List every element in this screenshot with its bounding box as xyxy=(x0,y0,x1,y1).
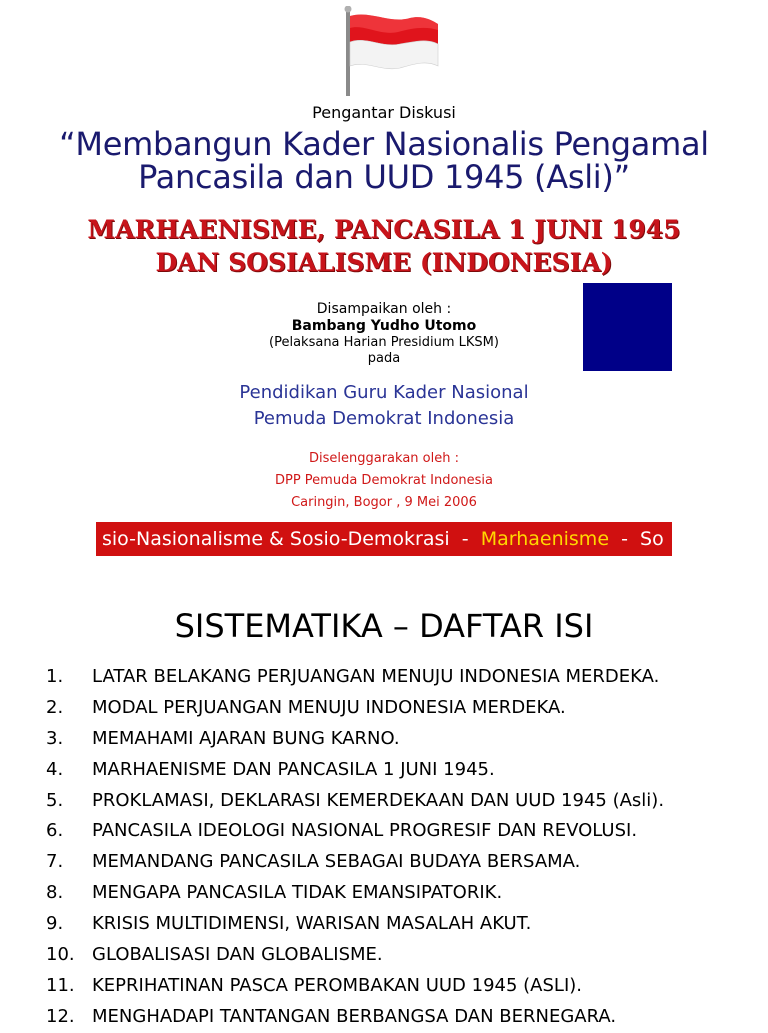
event-line-2: Pemuda Demokrat Indonesia xyxy=(253,408,515,429)
toc-item-text: GLOBALISASI DAN GLOBALISME. xyxy=(92,944,383,966)
toc-item-number: 4. xyxy=(46,758,64,780)
toc-item-text: MODAL PERJUANGAN MENUJU INDONESIA MERDEKA. xyxy=(92,696,566,718)
organizer-name: DPP Pemuda Demokrat Indonesia xyxy=(274,473,493,488)
banner-text-part-2: - So xyxy=(609,528,664,550)
scrolling-banner xyxy=(96,522,672,556)
toc-item xyxy=(46,755,766,786)
presenter-block xyxy=(0,301,768,367)
toc-item-number: 8. xyxy=(46,882,64,904)
toc-item-number: 2. xyxy=(46,696,64,718)
indonesian-flag-icon xyxy=(340,6,444,98)
banner-highlight: Marhaenisme xyxy=(480,528,610,550)
organizer-label: Diselenggarakan oleh : xyxy=(309,451,459,466)
toc-item-number: 7. xyxy=(46,851,64,873)
toc-item-number: 12. xyxy=(46,1005,75,1027)
toc-list xyxy=(46,662,766,1033)
toc-item-text: LATAR BELAKANG PERJUANGAN MENUJU INDONESIA MERDEKA. xyxy=(92,666,660,687)
toc-item-text: MENGAPA PANCASILA TIDAK EMANSIPATORIK. xyxy=(92,882,503,904)
toc-item-text: PROKLAMASI, DEKLARASI KEMERDEKAAN DAN UUD 1945 (Asli). xyxy=(92,789,665,811)
toc-item xyxy=(46,816,766,847)
toc-item-number: 1. xyxy=(46,666,64,687)
toc-item-text: MEMANDANG PANCASILA SEBAGAI BUDAYA BERSAMA. xyxy=(92,851,581,873)
toc-item-number: 5. xyxy=(46,789,64,811)
toc-item xyxy=(46,1002,766,1033)
subtitle-line-2: DAN SOSIALISME (INDONESIA) xyxy=(155,248,613,277)
toc-item-number: 11. xyxy=(46,974,75,996)
toc-item xyxy=(46,971,766,1002)
organizer-block xyxy=(0,448,768,514)
main-title-line-2: Pancasila dan UUD 1945 (Asli)” xyxy=(138,158,630,196)
toc-item-number: 6. xyxy=(46,820,64,842)
toc-item-number: 9. xyxy=(46,913,64,935)
banner-text-part-1: sio-Nasionalisme & Sosio-Demokrasi - xyxy=(102,528,481,550)
toc-item-text: MEMAHAMI AJARAN BUNG KARNO. xyxy=(92,727,400,749)
main-title xyxy=(0,125,768,196)
toc-item xyxy=(46,786,766,817)
toc-item xyxy=(46,662,766,693)
toc-item-text: MENGHADAPI TANTANGAN BERBANGSA DAN BERNEGARA. xyxy=(92,1005,617,1027)
subtitle-line-1: MARHAENISME, PANCASILA 1 JUNI 1945 xyxy=(87,215,681,244)
event-place-date: Caringin, Bogor , 9 Mei 2006 xyxy=(291,495,477,510)
toc-item xyxy=(46,847,766,878)
toc-title: SISTEMATIKA – DAFTAR ISI xyxy=(174,607,594,645)
toc-item xyxy=(46,693,766,724)
toc-item-number: 10. xyxy=(46,944,75,966)
toc-item xyxy=(46,909,766,940)
presenter-role: (Pelaksana Harian Presidium LKSM) xyxy=(269,335,499,350)
toc-item-text: PANCASILA IDEOLOGI NASIONAL PROGRESIF DAN REVOLUSI. xyxy=(92,820,638,842)
event-line-1: Pendidikan Guru Kader Nasional xyxy=(239,382,529,403)
toc-item xyxy=(46,878,766,909)
main-title-line-1: “Membangun Kader Nasionalis Pengamal xyxy=(59,125,709,163)
presenter-label: Disampaikan oleh : xyxy=(316,301,452,317)
subtitle xyxy=(0,213,768,279)
event-block xyxy=(0,380,768,432)
toc-item xyxy=(46,724,766,755)
toc-item-text: KEPRIHATINAN PASCA PEROMBAKAN UUD 1945 (ASLI). xyxy=(92,974,582,996)
presenter-name: Bambang Yudho Utomo xyxy=(291,318,477,334)
pada-label: pada xyxy=(367,351,401,366)
pengantar-label: Pengantar Diskusi xyxy=(312,103,456,122)
toc-item-text: KRISIS MULTIDIMENSI, WARISAN MASALAH AKUT. xyxy=(92,913,532,935)
toc-item-number: 3. xyxy=(46,727,64,749)
toc-item-text: MARHAENISME DAN PANCASILA 1 JUNI 1945. xyxy=(92,758,495,780)
toc-item xyxy=(46,940,766,971)
